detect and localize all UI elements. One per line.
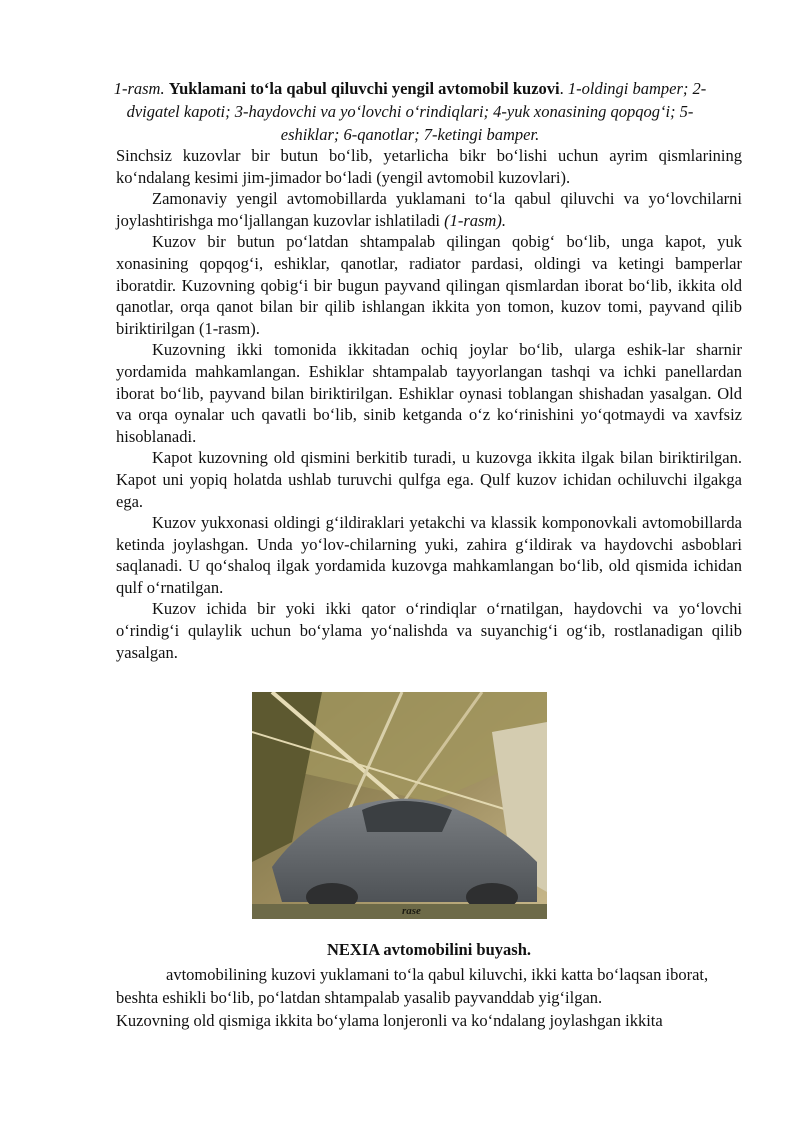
figure-caption [100,77,720,146]
car-painting-photo [252,692,547,919]
paragraph-4: Kuzovning ikki tomonida ikkitadan ochiq joylar bo‘lib, ularga eshik-lar sharnir yordamida mahkamlangan. Eshiklar shtampalab tayyorlangan tashqi va ichki panellardan iborat bo‘lib, payvand bilan biriktirilgan. Eshiklar oynasi toblangan shishadan yasalgan. Old va orqa oynalar uch qavatli bo‘lib, sinib ketganda o‘z ko‘rinishini yo‘qotmaydi va xavfsiz hisoblanadi. [116,340,742,446]
caption-legend: 1-oldingi bamper; 2-dvigatel kapoti; 3-haydovchi va yo‘lovchi o‘rindiqlari; 4-yuk xonasining qopqog‘i; 5-eshiklar; 6-qanotlar; 7-ketingi bamper. [126,79,707,144]
tail-paragraph-1: avtomobilining kuzovi yuklamani to‘la qabul kiluvchi, ikki katta bo‘laqsan iborat, beshta eshikli bo‘lib, po‘latdan shtampalab yasalib payvanddab yig‘ilgan. [116,965,709,1007]
photo-watermark: rase [402,905,421,917]
car-body-illustration [252,692,547,919]
paragraph-2-text: Zamonaviy yengil avtomobillarda yuklamani to‘la qabul qiluvchi va yo‘lovchilarni joylashtirishga mo‘ljallangan kuzovlar ishlatiladi [116,189,742,230]
tail-text [116,963,742,1032]
paragraph-1: Sinchsiz kuzovlar bir butun bo‘lib, yetarlicha bikr bo‘lishi uchun ayrim qismlarining ko‘ndalang kesimi jim-jimador bo‘ladi (yengil avtomobil kuzovlari). [116,146,742,187]
paragraph-3: Kuzov bir butun po‘latdan shtampalab qilingan qobig‘ bo‘lib, unga kapot, yuk xonasining qopqog‘i, eshiklar, qanotlar, radiator pardasi, oldingi va ketingi bamperlar iboratdir. Kuzovning qobig‘i bir bugun payvand qilingan qismlardan iborat bo‘lib, ikkita old qanotlar, orqa qanot bilan bir qilib ishlangan ikkita yon tomon, kuzov tomi, payvand qilib biriktirilgan (1-rasm). [116,232,742,338]
caption-title-end: . [559,79,564,98]
paragraph-5: Kapot kuzovning old qismini berkitib turadi, u kuzovga ikkita ilgak bilan biriktirilgan. Kapot uni yopiq holatda ushlab turuvchi qulfga ega. Qulf kuzov ichidan ochiluvchi ilgakga ega. [116,448,742,511]
paragraph-7: Kuzov ichida bir yoki ikki qator o‘rindiqlar o‘rnatilgan, haydovchi va yo‘lovchi o‘rindig‘i qulaylik uchun bo‘ylama yo‘nalishda va suyanchig‘i og‘ib, rostlanadigan qilib yasalgan. [116,599,742,662]
paragraph-2-figure-ref: (1-rasm). [444,210,506,230]
tail-paragraph-2: Kuzovning old qismiga ikkita bo‘ylama lonjeronli va ko‘ndalang joylashgan ikkita [116,1011,663,1030]
section-title: NEXIA avtomobilini buyash. [326,940,532,959]
body-text [116,145,742,663]
caption-title: Yuklamani to‘la qabul qiluvchi yengil avtomobil kuzovi [168,79,560,98]
paragraph-2 [116,188,742,231]
caption-label: 1-rasm. [113,79,165,98]
paragraph-6: Kuzov yukxonasi oldingi g‘ildiraklari yetakchi va klassik komponovkali avtomobillarda ketinda joylashgan. Unda yo‘lov-chilarning yuki, zahira g‘ildirak va haydovchi asboblari saqlanadi. U qo‘shaloq ilgak yordamida kuzovga mahkamlangan bo‘lib, old qismida ichidan qulf o‘rnatilgan. [116,513,742,597]
